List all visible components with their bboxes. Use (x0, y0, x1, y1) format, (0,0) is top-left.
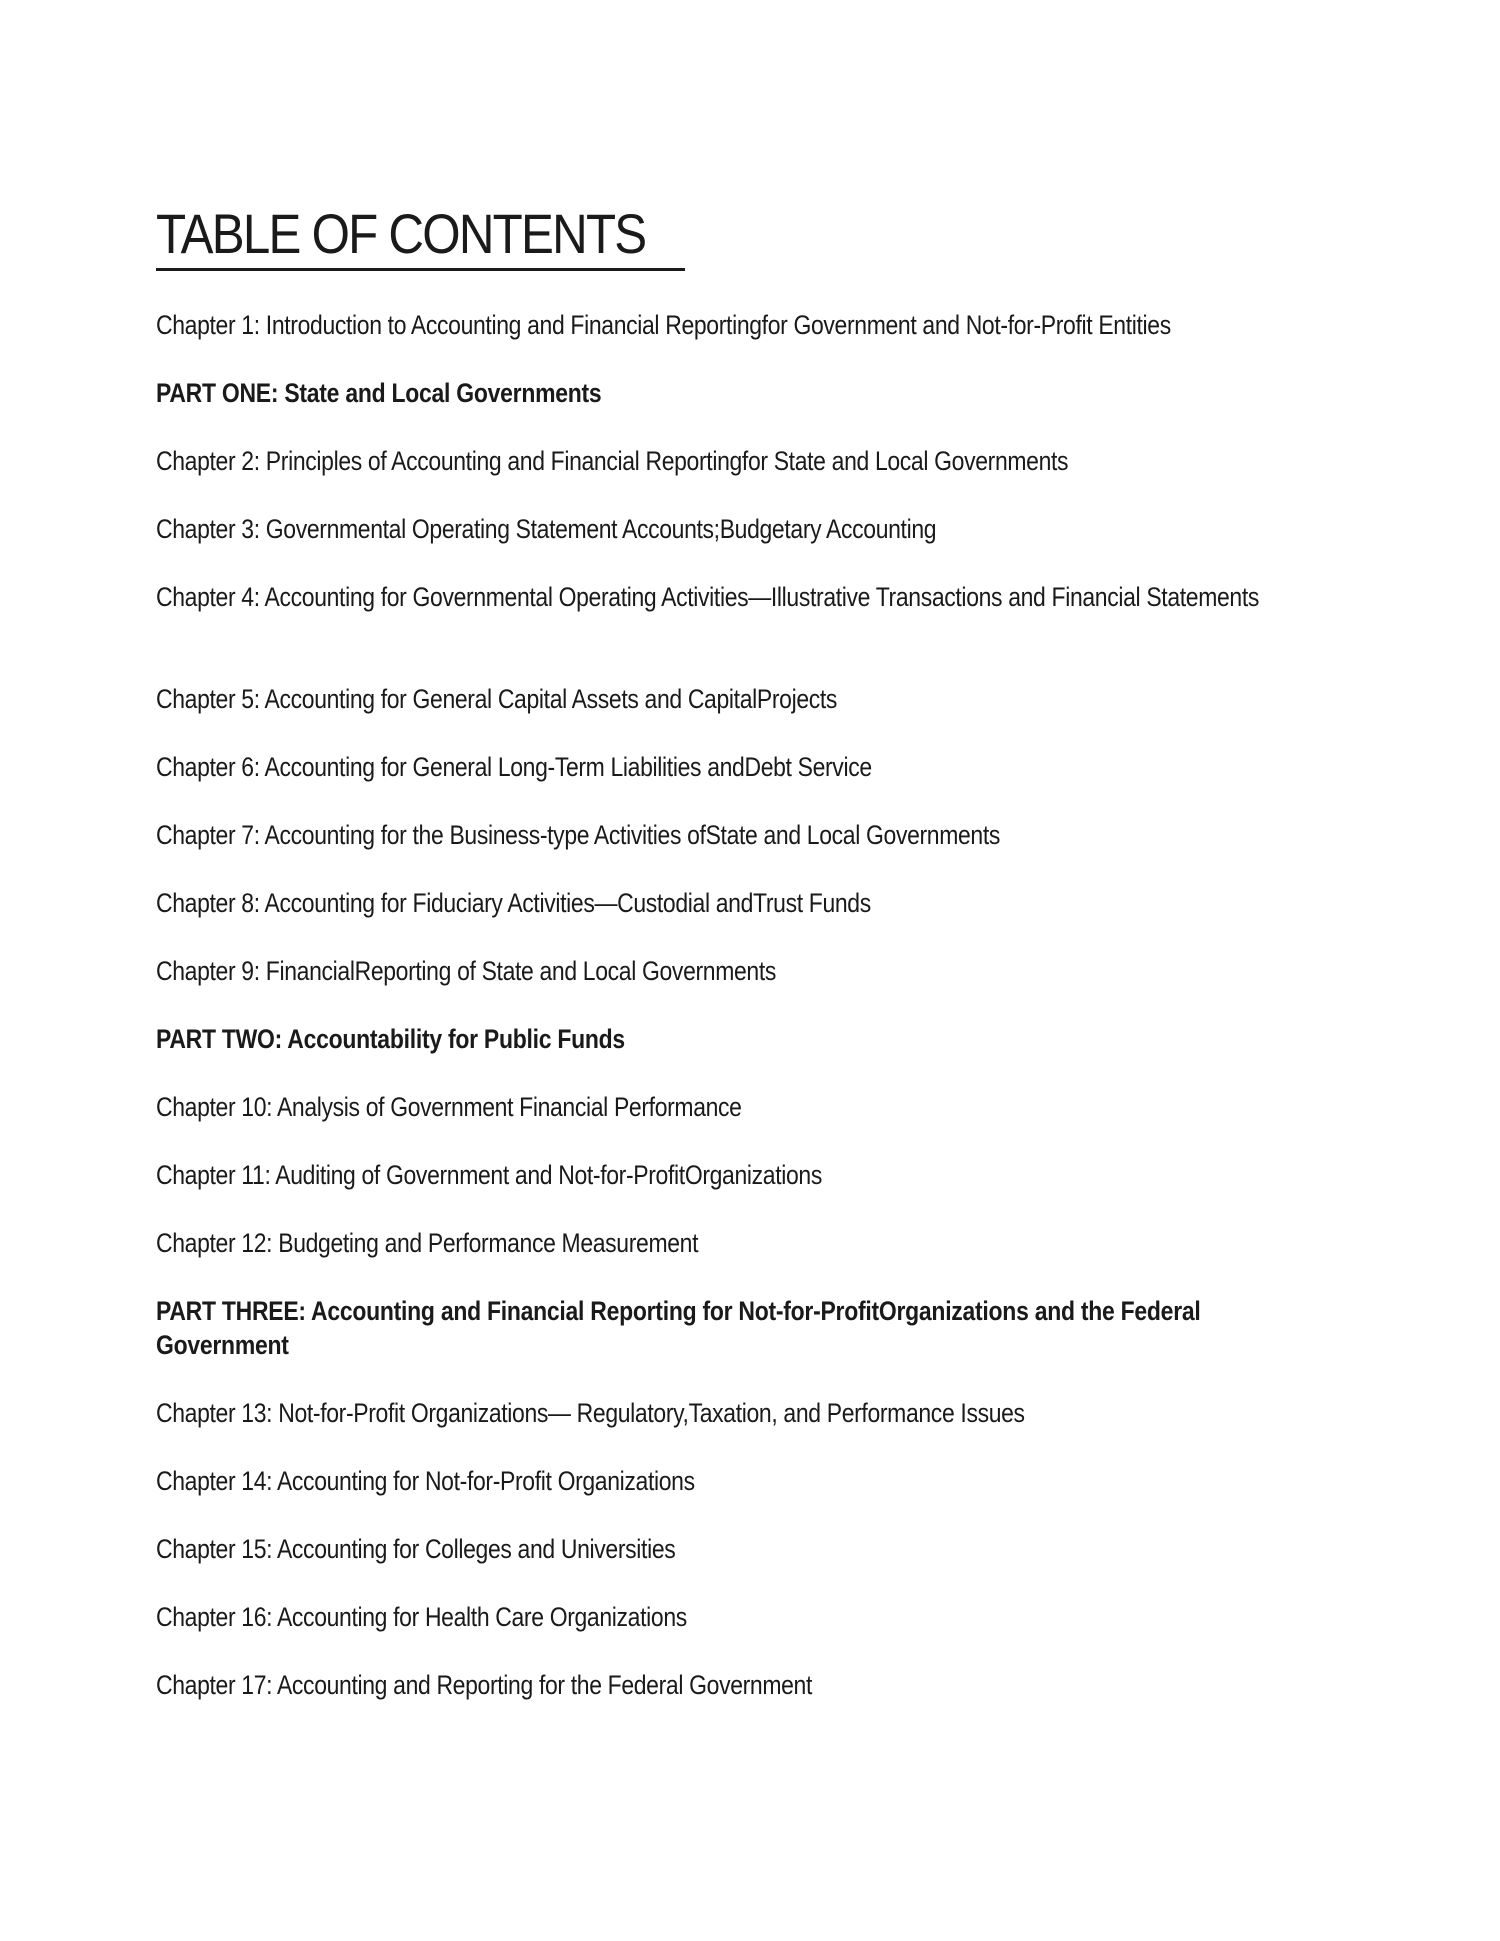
toc-entry-chapter-5: Chapter 5: Accounting for General Capital Assets and CapitalProjects (156, 684, 838, 714)
toc-entry-chapter-10: Chapter 10: Analysis of Government Financial Performance (156, 1092, 742, 1122)
toc-entry-chapter-16: Chapter 16: Accounting for Health Care Organizations (156, 1602, 687, 1632)
toc-part-one: PART ONE: State and Local Governments (156, 378, 602, 408)
toc-part-three: PART THREE: Accounting and Financial Reporting for Not-for-ProfitOrganizations and the Federal Government (156, 1296, 1201, 1360)
toc-entry-chapter-13: Chapter 13: Not-for-Profit Organizations— Regulatory,Taxation, and Performance Issues (156, 1398, 1025, 1428)
toc-entry-chapter-11: Chapter 11: Auditing of Government and Not-for-ProfitOrganizations (156, 1160, 823, 1190)
toc-entry-chapter-2: Chapter 2: Principles of Accounting and Financial Reportingfor State and Local Governments (156, 446, 1069, 476)
toc-part-two: PART TWO: Accountability for Public Funds (156, 1024, 625, 1054)
toc-entry-chapter-7: Chapter 7: Accounting for the Business-type Activities ofState and Local Governments (156, 820, 1001, 850)
title-underline (156, 268, 685, 271)
toc-entry-chapter-12: Chapter 12: Budgeting and Performance Measurement (156, 1228, 699, 1258)
page-title: TABLE OF CONTENTS (156, 202, 646, 265)
toc-entry-chapter-9: Chapter 9: FinancialReporting of State and Local Governments (156, 956, 777, 986)
toc-entry-chapter-15: Chapter 15: Accounting for Colleges and Universities (156, 1534, 676, 1564)
toc-entry-chapter-8: Chapter 8: Accounting for Fiduciary Activities—Custodial andTrust Funds (156, 888, 871, 918)
toc-entry-chapter-6: Chapter 6: Accounting for General Long-Term Liabilities andDebt Service (156, 752, 872, 782)
toc-entry-chapter-1: Chapter 1: Introduction to Accounting and Financial Reportingfor Government and Not-for-Profit Entities (156, 310, 1171, 340)
toc-entry-chapter-17: Chapter 17: Accounting and Reporting for the Federal Government (156, 1670, 813, 1700)
toc-entry-chapter-14: Chapter 14: Accounting for Not-for-Profit Organizations (156, 1466, 695, 1496)
toc-entry-chapter-3: Chapter 3: Governmental Operating Statement Accounts;Budgetary Accounting (156, 514, 937, 544)
toc-entry-chapter-4: Chapter 4: Accounting for Governmental Operating Activities—Illustrative Transactions and Financial Statements (156, 582, 1260, 612)
